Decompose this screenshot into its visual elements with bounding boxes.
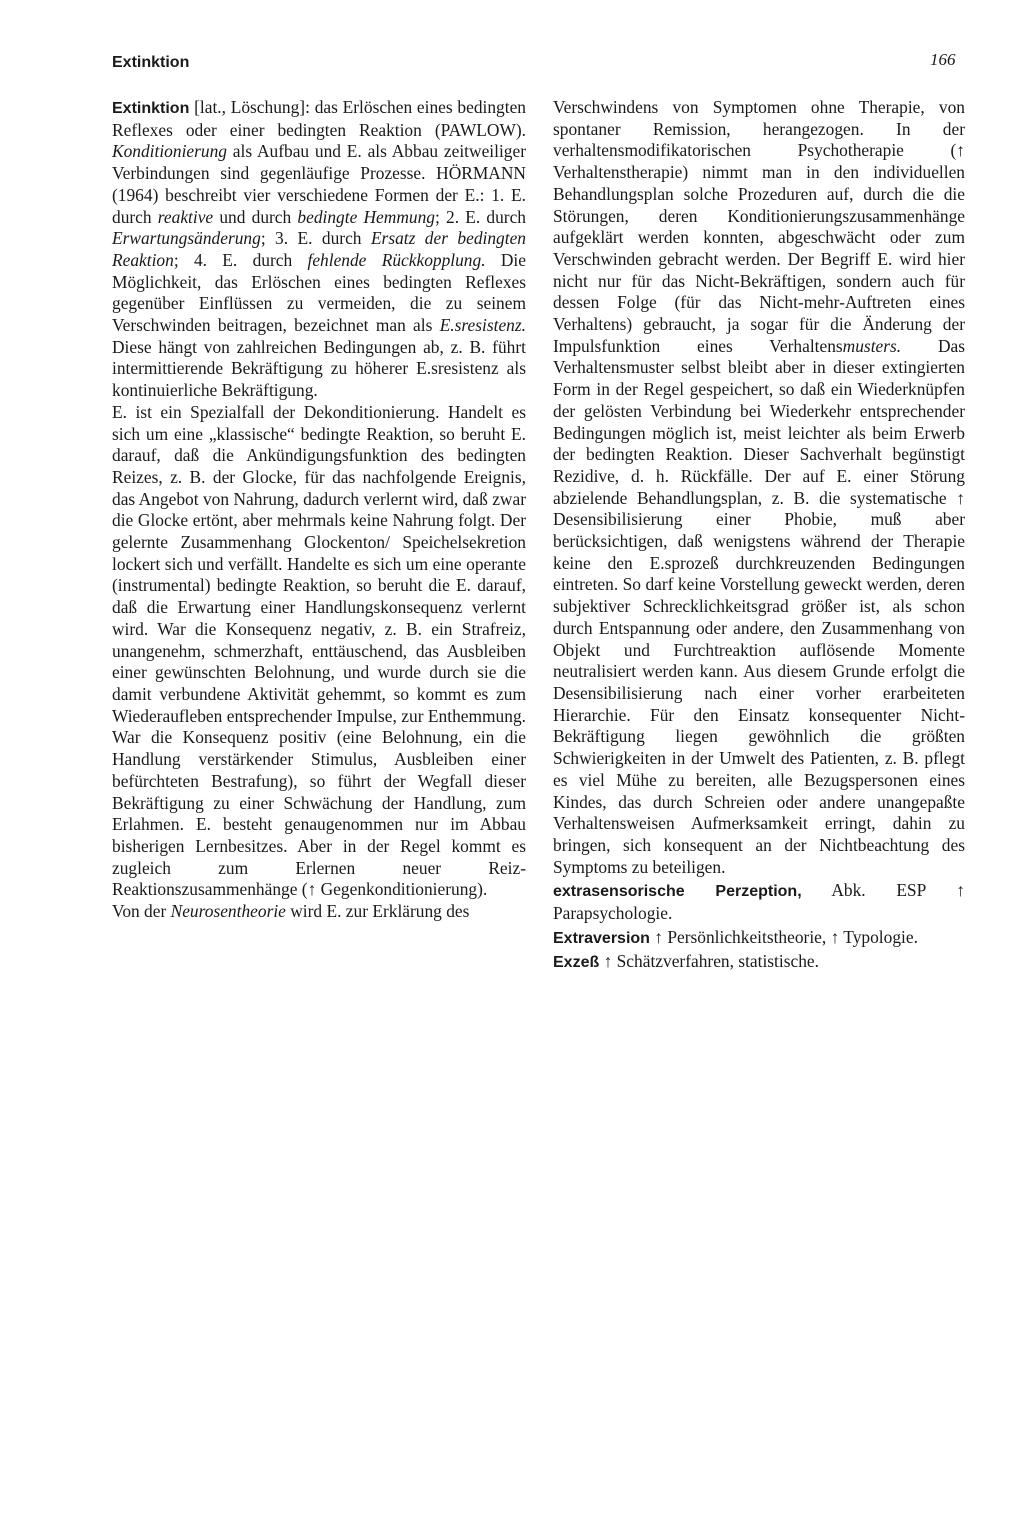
headword: Extinktion <box>112 100 190 117</box>
headword: Extraversion <box>553 929 650 947</box>
page-number: 166 <box>930 50 956 69</box>
paragraph: Verschwindens von Symptomen ohne Therapie, von spontaner Remission, herangezogen. In der verhaltensmodifikatorischen Psychotherapie (↑ Verhaltenstherapie) nimmt man in den individuellen Behandlungsplan solche Prozeduren auf, durch die die Störungen, deren Konditionierungszusammenhänge aufgeklärt werden konnten, abgeschwächt oder zum Verschwinden gebracht werden. Der Begriff E. wird hier nicht nur für das Nicht-Bekräftigen, sondern auch für dessen Folge (für das Nicht-mehr-Auftreten eines Verhaltens) gebraucht, ja sogar für die Änderung der Impulsfunktion eines Verhaltensmusters. Das Verhaltensmuster selbst bleibt aber in dieser extingierten Form in der Regel gespeichert, so daß ein Wiederknüpfen der gelösten Verbindung bei Wiederkehr entsprechender Bedingungen möglich ist, meist leichter als beim Erwerb der bedingten Reaktion. Dieser Sachverhalt begünstigt Rezidive, d. h. Rückfälle. Der auf E. einer Störung abzielende Behandlungsplan, z. B. die systematische ↑ Desensibilisierung einer Phobie, muß aber berücksichtigen, daß wenigstens während der Therapie keine den E.sprozeß durchkreuzenden Bedingungen eintreten. So darf keine Vorstellung geweckt werden, deren subjektiver Schrecklichkeitsgrad größer ist, als schon durch Entspannung oder andere, den Zusammenhang von Objekt und Furchtreaktion auflösende Momente neutralisiert werden kann. Aus diesem Grunde erfolgt die Desensibilisierung nach einer vorher erarbeiteten Hierarchie. Für den Einsatz konsequenter Nicht-Bekräftigung liegen gewöhnlich die größten Schwierigkeiten in der Umwelt des Patienten, z. B. pflegt es viel Mühe zu bereiten, alle Bezugspersonen eines Kindes, das durch Schreien oder andere unangepaßte Verhaltensweisen Aufmerksamkeit erringt, dahin zu bringen, sich konsequent an der Nichtbeachtung des Symptoms zu beteiligen. <box>553 97 965 877</box>
paragraph: Von der Neurosentheorie wird E. zur Erklärung des <box>112 901 470 922</box>
entry-extrasensorische-perzeption: extrasensorische Perzeption, Abk. ESP ↑ Parapsychologie. <box>553 880 965 924</box>
entry-extraversion: Extraversion ↑ Persönlichkeitstheorie, ↑ Typologie. <box>553 926 918 947</box>
left-column <box>112 97 526 923</box>
headword: extrasensorische Perzeption, <box>553 883 802 901</box>
paragraph: E. ist ein Spezialfall der Dekonditionierung. Handelt es sich um eine „klassische“ bedingte Reaktion, so beruht E. darauf, daß die Ankündigungsfunktion des bedingten Reizes, z. B. der Glocke, für das nachfolgende Ereignis, das Angebot von Nahrung, dadurch verlernt wird, daß zwar die Glocke ertönt, aber mehrmals keine Nahrung folgt. Der gelernte Zusammenhang Glockenton/ Speichelsekretion lockert sich und verfällt. Handelte es sich um eine operante (instrumental) bedingte Reaktion, so beruht die E. darauf, daß die Erwartung einer Handlungskonsequenz verlernt wird. War die Konsequenz negativ, z. B. ein Strafreiz, unangenehm, schmerzhaft, enttäuschend, das Ausbleiben einer gewünschten Belohnung, und wurde durch sie die damit verbundene Aktivität gehemmt, so kommt es zum Wiederaufleben entsprechender Impulse, zur Enthemmung. War die Konsequenz positiv (eine Belohnung, ein die Handlung verstärkender Stimulus, Ausbleiben einer befürchteten Bestrafung), so führt der Wegfall dieser Bekräftigung zu einer Schwächung der Handlung, zum Erlahmen. E. besteht genaugenommen nur im Abbau bisherigen Lernbesitzes. Aber in der Regel kommt es zugleich zum Erlernen neuer Reiz-Reaktionszusammenhänge (↑ Gegenkonditionierung). <box>112 401 526 900</box>
entry-exzess: Exzeß ↑ Schätzverfahren, statistische. <box>553 951 819 972</box>
running-head: Extinktion <box>112 54 190 71</box>
right-column <box>553 97 965 974</box>
entry-extinktion: Extinktion [lat., Löschung]: das Erlöschen eines bedingten Reflexes oder einer bedingten Reaktion (PAWLOW). Konditionierung als Aufbau und E. als Abbau zeitweiliger Verbindungen sind gegenläufige Prozesse. HÖRMANN (1964) beschreibt vier verschiedene Formen der E.: 1. E. durch reaktive und durch bedingte Hemmung; 2. E. durch Erwartungsänderung; 3. E. durch Ersatz der bedingten Reaktion; 4. E. durch fehlende Rückkopplung. Die Möglichkeit, das Erlöschen eines bedingten Reflexes gegenüber Einflüssen zu vermeiden, die zu seinem Verschwinden beitragen, bezeichnet man als E.sresistenz. Diese hängt von zahlreichen Bedingungen ab, z. B. führt intermittierende Bekräftigung zu höherer E.sresistenz als kontinuierliche Bekräftigung. <box>112 97 526 401</box>
headword: Exzeß <box>553 954 600 972</box>
